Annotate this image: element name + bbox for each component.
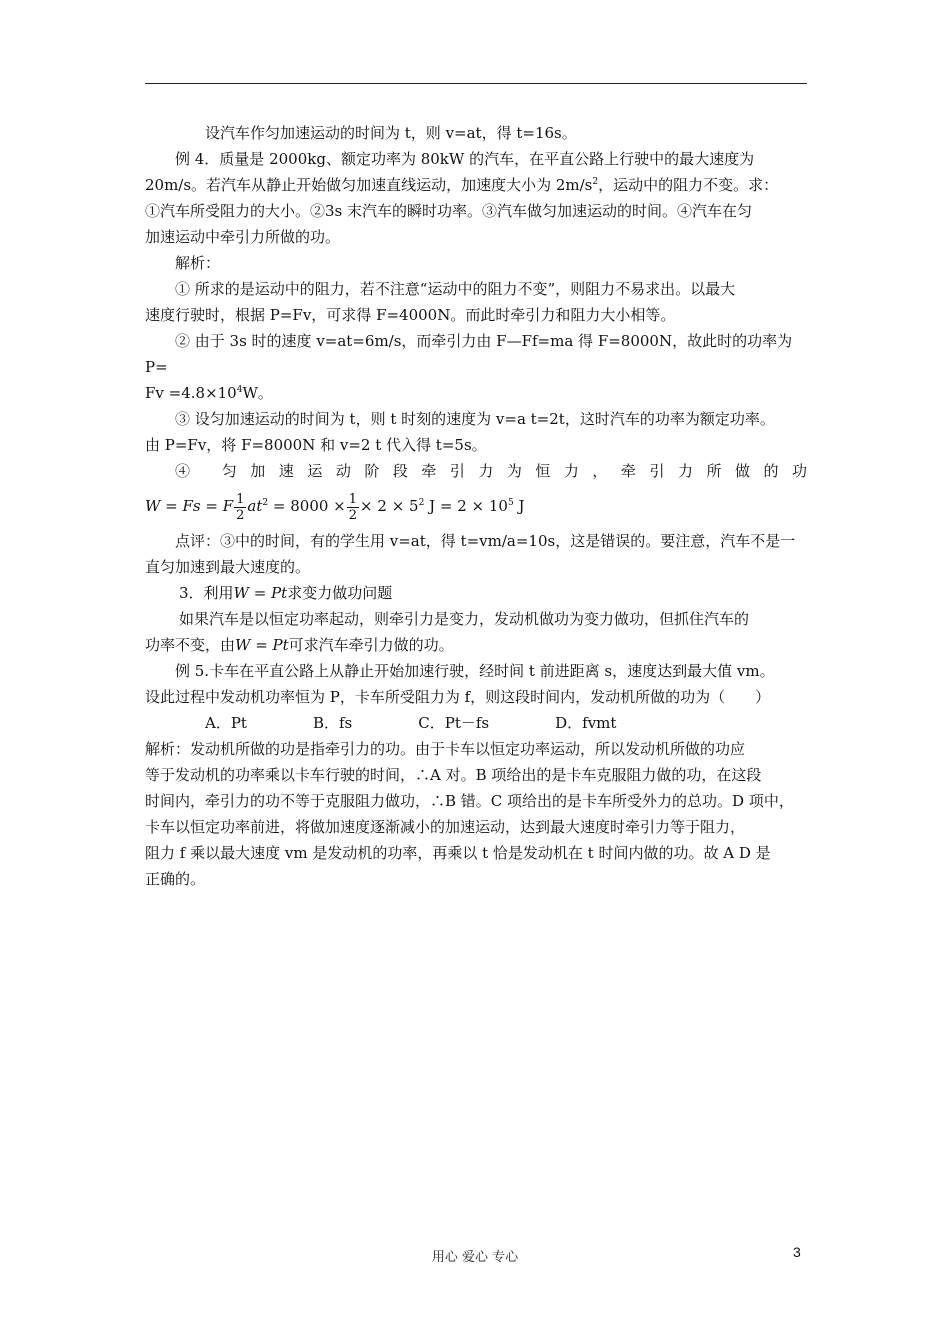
solution-2-line <box>145 380 807 406</box>
option-c: C．Pt－fs <box>418 714 490 732</box>
solution-4-line: ④ 匀加速运动阶段牵引力为恒力，牵引力所做的功 <box>175 462 807 480</box>
text-line: 设汽车作匀加速运动的时间为 t，则 v=at，得 t=16s。 <box>205 124 577 142</box>
text-run: W。 <box>242 384 273 402</box>
superscript: 4 <box>236 385 243 395</box>
example-4-line: 例 4．质量是 2000kg、额定功率为 80kW 的汽车，在平直公路上行驶中的最大速度为 <box>175 150 755 168</box>
superscript: 2 <box>262 498 269 508</box>
section-3-line <box>145 632 807 658</box>
example-5-line: 设此过程中发动机功率恒为 P，卡车所受阻力为 f，则这段时间内，发动机所做的功为（ ） <box>145 688 771 706</box>
answer-line: 等于发动机的功率乘以卡车行驶的时间，∴A 对。B 项给出的是卡车克服阻力做的功，在这段 <box>145 766 762 784</box>
solution-1-line: ① 所求的是运动中的阻力，若不注意“运动中的阻力不变”，则阻力不易求出。以最大 <box>175 280 736 298</box>
answer-line: 卡车以恒定功率前进，将做加速度逐渐减小的加速运动，达到最大速度时牵引力等于阻力， <box>145 818 746 836</box>
formula-part: W = Fs = F <box>145 497 234 515</box>
fraction-half <box>347 492 359 523</box>
text-run: ，运动中的阻力不变。求： <box>598 176 779 194</box>
answer-line: 阻力 f 乘以最大速度 vm 是发动机的功率，再乘以 t 恰是发动机在 t 时间内做的功。故 A D 是 <box>145 844 771 862</box>
text-run: 求变力做功问题 <box>287 584 393 602</box>
solution-3-line: ③ 设匀加速运动的时间为 t，则 t 时刻的速度为 v=a t=2t，这时汽车的功率为额定功率。 <box>175 410 775 428</box>
solution-1-line: 速度行驶时，根据 P=Fv，可求得 F=4000N。而此时牵引力和阻力大小相等。 <box>145 306 676 324</box>
superscript: 2 <box>592 177 599 187</box>
document-body <box>145 120 807 892</box>
analysis-label: 解析： <box>175 254 221 272</box>
answer-line: 正确的。 <box>145 870 206 888</box>
formula-part: J = 2 × 10 <box>424 497 508 515</box>
formula-part: = 8000 × <box>268 497 346 515</box>
example-4-line: 加速运动中牵引力所做的功。 <box>145 228 341 246</box>
option-b: B．fs <box>312 714 353 732</box>
fraction-numerator: 1 <box>236 491 245 507</box>
text-run: Fv =4.8×10 <box>145 384 237 402</box>
formula-part: J <box>513 497 525 515</box>
text-run: 功率不变，由 <box>145 636 236 654</box>
work-formula <box>145 484 807 528</box>
inline-formula: W = Pt <box>233 584 288 602</box>
header-rule <box>145 83 807 84</box>
option-d: D．fvmt <box>555 714 617 732</box>
text-run: 可求汽车牵引力做的功。 <box>288 636 454 654</box>
comment-line: 点评：③中的时间，有的学生用 v=at，得 t=vm/a=10s，这是错误的。要注意，汽车不是一 <box>175 532 796 550</box>
formula-part: at <box>247 497 263 515</box>
inline-formula: W = Pt <box>235 636 289 654</box>
comment-line: 直匀加速到最大速度的。 <box>145 558 311 576</box>
answer-line: 时间内，牵引力的功不等于克服阻力做功，∴B 错。C 项给出的是卡车所受外力的总功。D 项中， <box>145 792 794 810</box>
solution-2-line: ② 由于 3s 时的速度 v=at=6m/s，而牵引力由 F—Ff=ma 得 F=8000N，故此时的功率为 P= <box>145 332 793 376</box>
text-run: 3．利用 <box>179 584 234 602</box>
superscript: 2 <box>418 498 425 508</box>
superscript: 5 <box>507 498 514 508</box>
section-3-heading <box>145 580 807 606</box>
option-a: A．Pt <box>205 714 247 732</box>
page-number: 3 <box>793 1244 801 1260</box>
example-4-line <box>145 172 807 198</box>
example-4-line: ①汽车所受阻力的大小。②3s 末汽车的瞬时功率。③汽车做匀加速运动的时间。④汽车在匀 <box>145 202 753 220</box>
fraction-denominator: 2 <box>348 507 358 523</box>
answer-line: 解析：发动机所做的功是指牵引力的功。由于卡车以恒定功率运动，所以发动机所做的功应 <box>145 740 746 758</box>
section-3-line: 如果汽车是以恒定功率起动，则牵引力是变力，发动机做功为变力做功，但抓住汽车的 <box>179 610 750 628</box>
example-5-line: 例 5.卡车在平直公路上从静止开始加速行驶，经时间 t 前进距离 s，速度达到最大值 vm。 <box>175 662 775 680</box>
solution-3-line: 由 P=Fv，将 F=8000N 和 v=2 t 代入得 t=5s。 <box>145 436 487 454</box>
formula-part: × 2 × 5 <box>360 497 419 515</box>
text-run: 20m/s。若汽车从静止开始做匀加速直线运动，加速度大小为 2m/s <box>145 176 593 194</box>
fraction-numerator: 1 <box>348 491 358 507</box>
fraction-denominator: 2 <box>236 507 245 523</box>
page-footer: 用心 爱心 专心 <box>431 1250 519 1265</box>
fraction-half <box>234 492 246 523</box>
answer-options <box>145 710 807 736</box>
